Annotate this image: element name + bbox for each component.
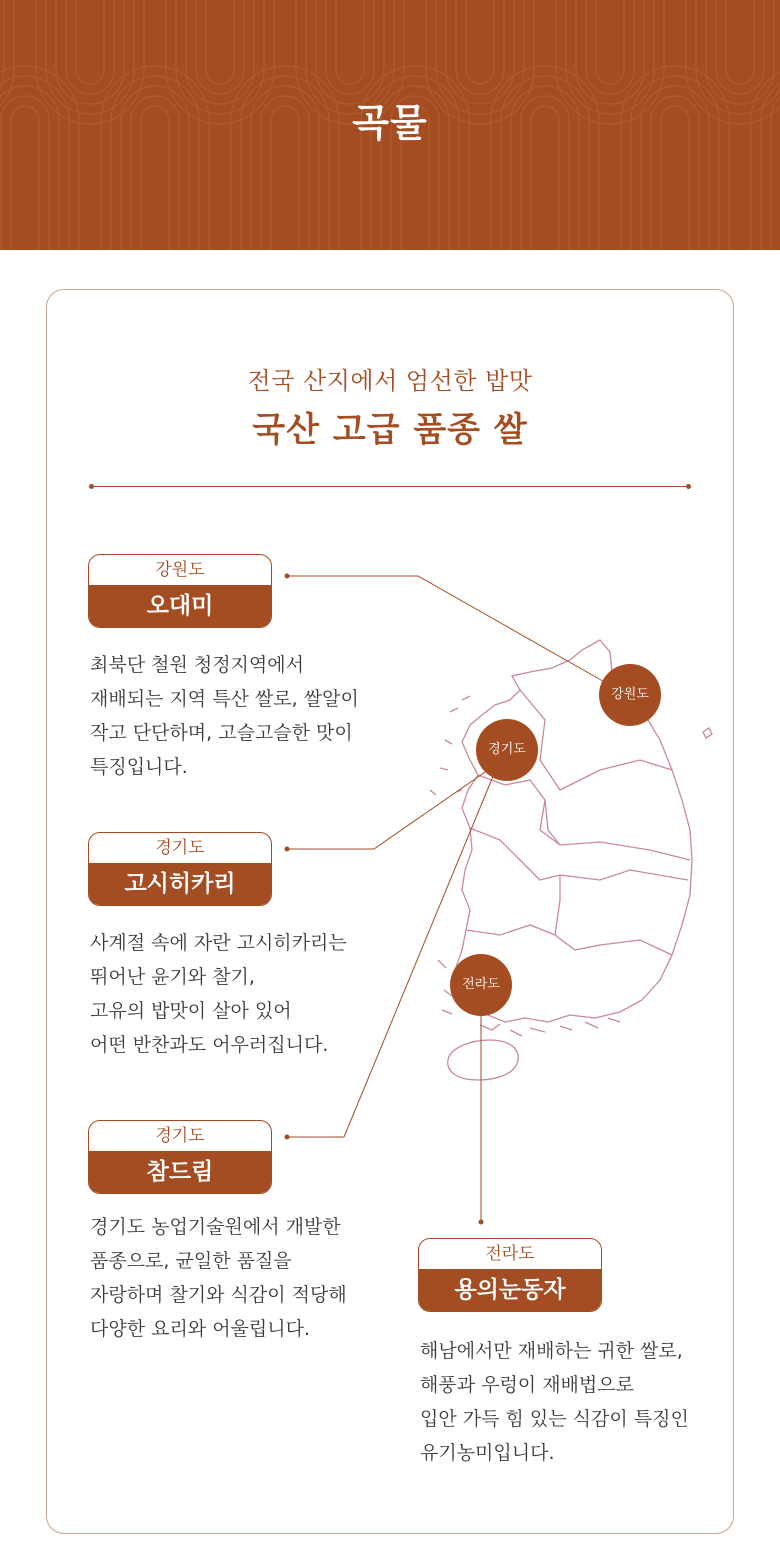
variety-description-dragon-eye (420, 1334, 689, 1470)
description-line: 뛰어난 윤기와 찰기, (90, 966, 255, 988)
description-line: 자랑하며 찰기와 식감이 적당해 (90, 1284, 347, 1306)
description-line: 어떤 반찬과도 어우러집니다. (90, 1034, 329, 1056)
description-line: 다양한 요리와 어울립니다. (90, 1318, 311, 1340)
variety-name: 고시히카리 (89, 863, 271, 906)
description-line: 경기도 농업기술원에서 개발한 (90, 1216, 341, 1238)
variety-description-chamdream (90, 1210, 347, 1346)
variety-label-odaemi (88, 554, 272, 628)
map-marker-jeolla: 전라도 (450, 954, 512, 1016)
region-label: 강원도 (155, 560, 205, 580)
page-title: 곡물 (352, 101, 428, 145)
variety-name: 참드림 (89, 1151, 271, 1194)
region-label: 전라도 (485, 1244, 535, 1264)
region-label: 경기도 (155, 1126, 205, 1146)
region-label: 경기도 (155, 838, 205, 858)
intro-subtitle: 전국 산지에서 엄선한 밥맛 (247, 367, 533, 395)
description-line: 유기농미입니다. (420, 1442, 555, 1464)
description-line: 사계절 속에 자란 고시히카리는 (90, 932, 347, 954)
description-line: 재배되는 지역 특산 쌀로, 쌀알이 (90, 688, 359, 710)
description-line: 작고 단단하며, 고슬고슬한 맛이 (90, 722, 353, 744)
intro-headline: 국산 고급 품종 쌀 (252, 410, 528, 450)
description-line: 최북단 철원 청정지역에서 (90, 654, 304, 676)
variety-description-koshihikari (90, 926, 347, 1062)
map-marker-gyeonggi: 경기도 (476, 719, 538, 781)
description-line: 입안 가득 힘 있는 식감이 특징인 (420, 1408, 689, 1430)
map-marker-gangwon: 강원도 (599, 664, 661, 726)
description-line: 품종으로, 균일한 품질을 (90, 1250, 292, 1272)
description-line: 고유의 밥맛이 살아 있어 (90, 1000, 292, 1022)
description-line: 특징입니다. (90, 756, 188, 778)
variety-label-koshihikari (88, 832, 272, 906)
variety-label-dragon-eye (418, 1238, 602, 1312)
description-line: 해남에서만 재배하는 귀한 쌀로, (420, 1340, 683, 1362)
variety-name: 용의눈동자 (419, 1269, 601, 1312)
variety-label-chamdream (88, 1120, 272, 1194)
variety-description-odaemi (90, 648, 359, 784)
variety-name: 오대미 (89, 585, 271, 628)
description-line: 해풍과 우렁이 재배법으로 (420, 1374, 634, 1396)
